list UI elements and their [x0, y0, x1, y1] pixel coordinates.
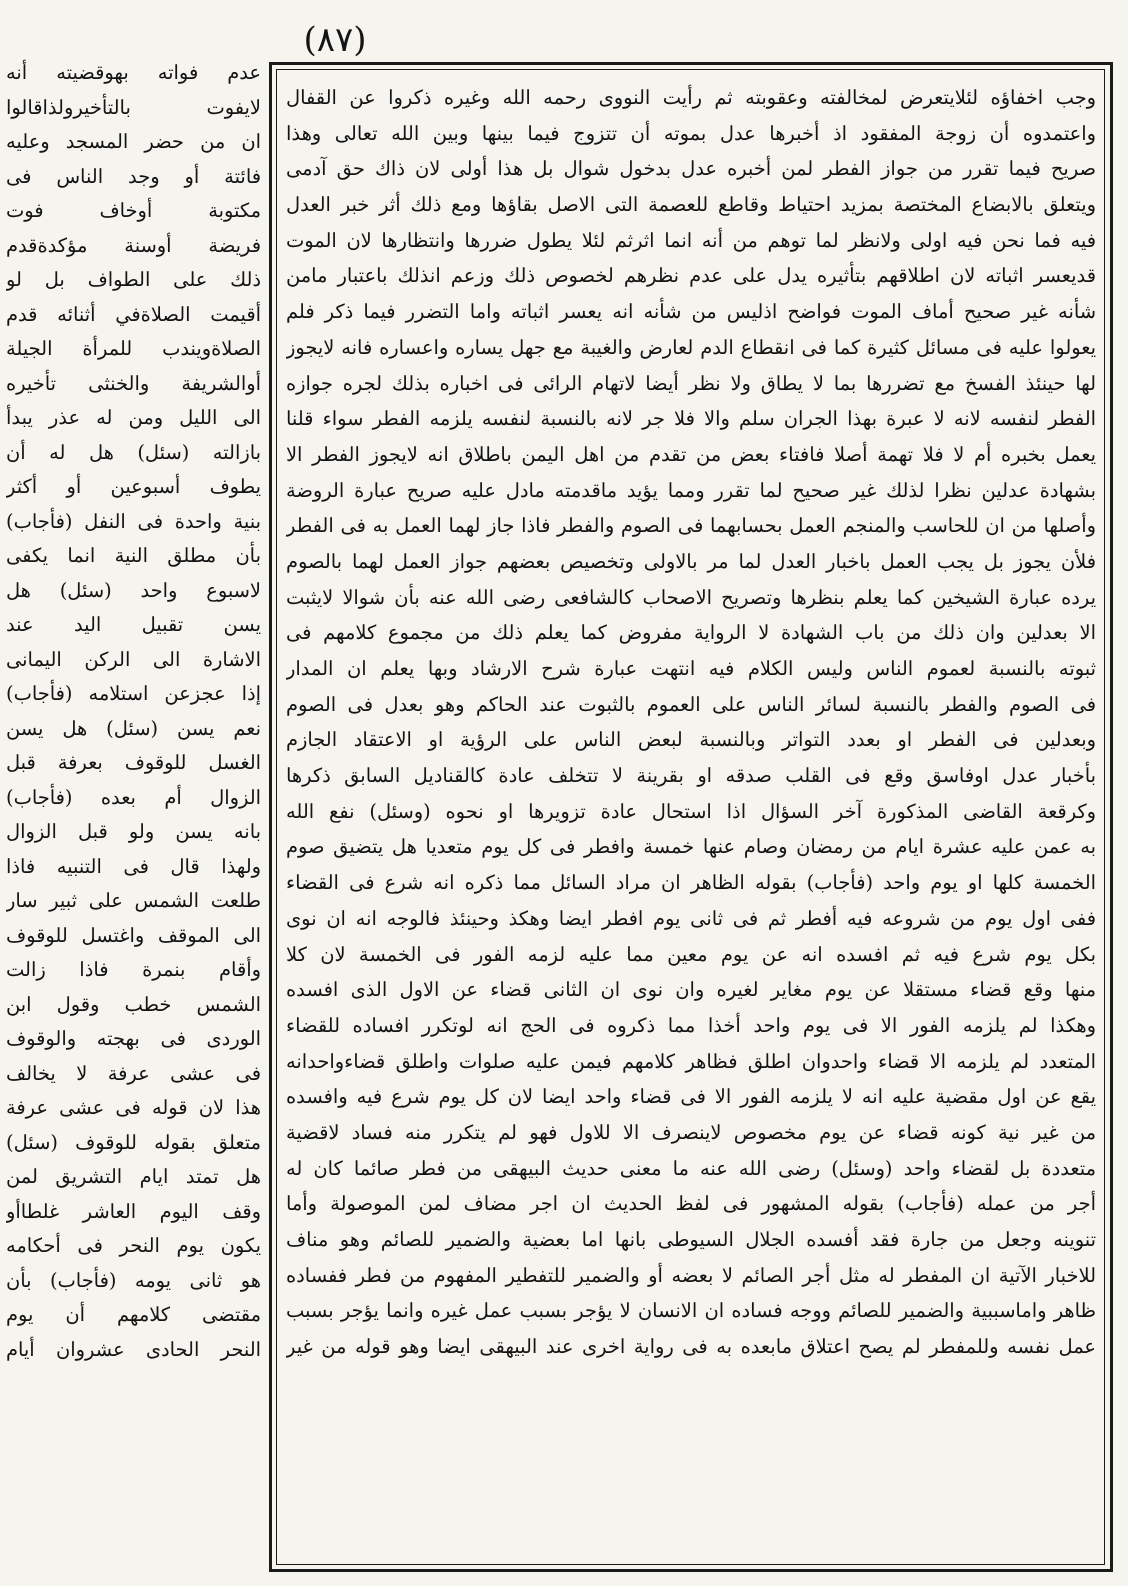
margin-text-line: هو ثانى يومه (فأجاب) بأن [6, 1268, 261, 1292]
margin-text-line: بنية واحدة فى النفل (فأجاب) [6, 509, 261, 533]
main-text-line: الا بعدلين وان ذلك من باب الشهادة لا الرواية مفروض كما يعلم ذلك من مجموع كلامهم فى [286, 621, 1096, 645]
main-text-line: بأخبار عدل اوفاسق وقع فى القلب صدقه او بقرينة لا تتخلف عادة كالقناديل السابق ذكرها [286, 764, 1096, 788]
margin-text-line: هل تمتد ايام التشريق لمن [6, 1165, 261, 1188]
main-text-line: الفطر لنفسه لانه لا عبرة بهذا الجران سلم والا فلا جر لانه بالنسبة لنفسه يلزمه الفطر سواء قلنا [286, 407, 1096, 431]
margin-text-line: مكتوبة أوخاف فوت [6, 199, 261, 222]
margin-text-line: النحر الحادى عشروان أيام [6, 1337, 261, 1361]
margin-text-line: ولهذا قال فى التنبيه فاذا [6, 854, 261, 878]
main-text-line: يعولوا عليه فى مسائل كثيرة كما فى انقطاع الدم لعارض والغيبة مع جهل يساره واعساره فانه لايجوز [286, 335, 1096, 359]
main-text-line: وجب اخفاؤه لئلايتعرض لمخالفته وعقوبته ثم رأيت النووى رحمه الله وغيره ذكروا عن القفال [286, 86, 1096, 109]
main-text-line: وهكذا لم يلزمه الفور الا فى يوم واحد أخذا مما ذكروه فى الحج انه لوتكرر افساده للقضاء [286, 1013, 1096, 1037]
margin-text-line: الاشارة الى الركن اليمانى [6, 647, 261, 671]
main-text-line: صريح فيما تقرر من جواز الفطر لمن أخبره عدل بدخول شوال بل هذا أولى لان ذاك حق آدمى [286, 157, 1096, 181]
main-text-line: عمل نفسه وللمفطر لم يصح اعتلاق مابعده به فى رواية اخرى عند البيهقى ايضا وهو قوله من غير [286, 1335, 1096, 1359]
margin-text-line: ان من حضر المسجد وعليه [6, 130, 261, 153]
main-text-line: منها وقع قضاء مستقلا عن يوم مغاير لغيره وان نوى ان الثانى قضاء عن الاول الذى افسده [286, 978, 1096, 1002]
margin-text-line: الى الموقف واغتسل للوقوف [6, 923, 261, 947]
margin-text-line: الشمس خطب وقول ابن [6, 992, 261, 1016]
main-text-line: ظاهر واماسببية والضمير للصائم ووجه فساده ان الانسان لا يؤجر بسبب عمل غيره وانما يؤجر بسبب [286, 1299, 1096, 1323]
margin-text-line: الصلاةويندب للمرأة الجيلة [6, 337, 261, 360]
main-text-line: المتعدد لم يلزمه الا قضاء واحدوان اطلق فظاهر كلامهم فيمن عليه صلوات واطلق قضاءواحدانه [286, 1049, 1096, 1073]
main-text-line: وأصلها من ان للحاسب والمنجم العمل بحسابهما فى الصوم والفطر فاذا جاز لهما العمل به فى الفطر [286, 514, 1096, 538]
main-text-line: يرده عبارة الشيخين كما يعلم بنظرها وتصريح الاصحاب كالشافعى رضى الله عنه بأن شوالا لايثبت [286, 585, 1096, 609]
margin-text-line: متعلق بقوله للوقوف (سئل) [6, 1130, 261, 1154]
margin-text-line: يكون يوم النحر فى أحكامه [6, 1234, 261, 1257]
margin-text-line: الوردى فى بهجته والوقوف [6, 1027, 261, 1050]
main-text-line: من غير نية كونه قضاء عن يوم مخصوص لاينصرف الا للاول فهو لم يتكرر منه فساد لاقضية [286, 1120, 1096, 1144]
main-text-line: وبعدلين فى الفطر او بعدد التواتر وبالنسبة لبعض الناس على الرؤية او الاعتقاد الجازم [286, 728, 1096, 752]
main-text-line: بشهادة عدلين نظرا لذلك غير صحيح لما تقرر ومما يؤيد ماقدمته مادل عليه صريح عبارة الروضة [286, 478, 1096, 502]
margin-text-line: وأقام بنمرة فاذا زالت [6, 958, 261, 981]
margin-text-line: بانه يسن ولو قبل الزوال [6, 820, 261, 843]
main-text-line: لها حينئذ الفسخ مع تضررها بما لا يطاق ولا نظر أيضا لاتهام الرائى فى اخباره بذلك لجره جوازه [286, 371, 1096, 395]
main-text-line: للاخبار الآتية ان المفطر له مثل أجر الصائم لا بعضه أو والضمير للتفطير المفهوم من فطر ففساده [286, 1263, 1096, 1287]
main-text-line: شأنه غير صحيح أماف الموت فواضح اذليس من شأنه انه يعسر اثباته واما التضرر فيما ذكر فلم [286, 300, 1096, 324]
main-text-line: يعمل بخبره أم لا فلا تهمة أصلا فافتاء بعض من تقدم من اهل اليمن باطلاق انه لايجوز الفطر الا [286, 442, 1096, 466]
margin-text-line: فائتة أو وجد الناس فى [6, 164, 261, 188]
main-text-line: بكل يوم شرع فيه ثم افسده انه عن يوم معين مما عليه لزمه الفور فى الخمسة لان كلا [286, 942, 1096, 966]
main-text-line: وكرقعة القاضى المذكورة آخر السؤال اذا استحال عادة تزويرها او نحوه (وسئل) نفع الله [286, 799, 1096, 823]
margin-text-line: مقتضى كلامهم أن يوم [6, 1303, 261, 1326]
margin-text-line: يطوف أسبوعين أو أكثر [6, 475, 261, 498]
main-text-line: يقع عن اول مقضية عليه انه لا يلزمه الفور الا فى قضاء واحد ايضا لان كل يوم شرع فيه وافسده [286, 1085, 1096, 1109]
main-text-line: فلأن يجوز بل يجب العمل باخبار العدل لما مر بالاولى وتخصيص بعضهم جواز العمل لهما بالصوم [286, 549, 1096, 573]
main-text-line: فيه فما نحن فيه اولى ولانظر لما توهم من أنه انما اثرثم لئلا يطول ضررها وانتظارها لان الموت [286, 228, 1096, 252]
margin-text-line: طلعت الشمس على ثبير سار [6, 889, 261, 912]
margin-text-line: وقف اليوم العاشر غلطاأو [6, 1199, 261, 1223]
main-text-line: الخمسة كلها او يوم واحد (فأجاب) بقوله الظاهر ان مراد السائل مما ذكره انه شرع فى القضاء [286, 871, 1096, 895]
margin-text-line: بازالته (سئل) هل له أن [6, 440, 261, 464]
margin-text-line: لاسبوع واحد (سئل) هل [6, 578, 261, 602]
margin-text-line: الغسل للوقوف بعرفة قبل [6, 751, 261, 774]
margin-text-line: أوالشريفة والخنثى تأخيره [6, 371, 261, 395]
margin-text-line: فريضة أوسنة مؤكدةقدم [6, 233, 261, 257]
main-text-line: واعتمدوه أن زوجة المفقود اذ أخبرها عدل بموته أن تتزوج فيما بينها وبين الله تعالى وهذا [286, 121, 1096, 145]
margin-text-line: ذلك على الطواف بل لو [6, 268, 261, 291]
main-text-line: تنوينه وجعل من جارة فقد أفسده الجلال السيوطى بانها اما بعضية والضمير للصائم وهو مناف [286, 1228, 1096, 1251]
main-text-line: ففى اول يوم من شروعه فيه أفطر ثم فى ثانى يوم افطر ايضا وهكذ وحينئذ فالوجه انه ان نوى [286, 906, 1096, 930]
page-number: (٨٧) [303, 20, 367, 60]
margin-text-line: بأن مطلق النية انما يكفى [6, 544, 261, 567]
margin-text-line: إذا عجزعن استلامه (فأجاب) [6, 682, 261, 705]
margin-text-column [6, 56, 261, 1556]
margin-text-line: نعم يسن (سئل) هل يسن [6, 716, 261, 740]
main-text-line: ويتعلق بالابضاع المختصة بمزيد احتياط وقاطع للعصمة التى الاصل بقاؤها ومع ذلك أثر خبر العدل [286, 193, 1096, 217]
main-text-column [286, 80, 1096, 1560]
main-text-line: متعددة بل لقضاء واحد (وسئل) رضى الله عنه ما معنى حديث البيهقى من فطر صائما كان له [286, 1156, 1096, 1180]
margin-text-line: يسن تقبيل اليد عند [6, 613, 261, 636]
main-text-line: ثبوته بالنسبة لعموم الناس وليس الكلام فيه انتهت عبارة شرح الارشاد وبها يعلم ان المدار [286, 657, 1096, 680]
margin-text-line: لايفوت بالتأخيرولذاقالوا [6, 95, 261, 119]
margin-text-line: هذا لان قوله فى عشى عرفة [6, 1096, 261, 1119]
main-text-line: فى الصوم والفطر بالنسبة لسائر الناس على العموم بالثبوت عند الحاكم وهو بعدل فى الصوم [286, 692, 1096, 716]
margin-text-line: فى عشى عرفة لا يخالف [6, 1061, 261, 1085]
margin-text-line: أقيمت الصلاةفي أثنائه قدم [6, 302, 261, 326]
margin-text-line: عدم فواته بهوقضيته أنه [6, 61, 261, 84]
margin-text-line: الى الليل ومن له عذر يبدأ [6, 406, 261, 429]
main-text-line: قديعسر اثباته لان اطلاقهم بتأثيره يدل على عدم نظرهم لخصوص ذلك وزعم انذلك باعتبار مامن [286, 264, 1096, 288]
margin-text-line: الزوال أم بعده (فأجاب) [6, 785, 261, 809]
main-text-line: به عمن عليه عشرة ايام من رمضان وصام عنها خمسة وافطر فى كل يوم متعديا هل يتضيق صوم [286, 835, 1096, 859]
main-text-line: أجر من عمله (فأجاب) بقوله المشهور فى لفظ الحديث ان اجر مضاف لمن الموصولة وأما [286, 1192, 1096, 1216]
